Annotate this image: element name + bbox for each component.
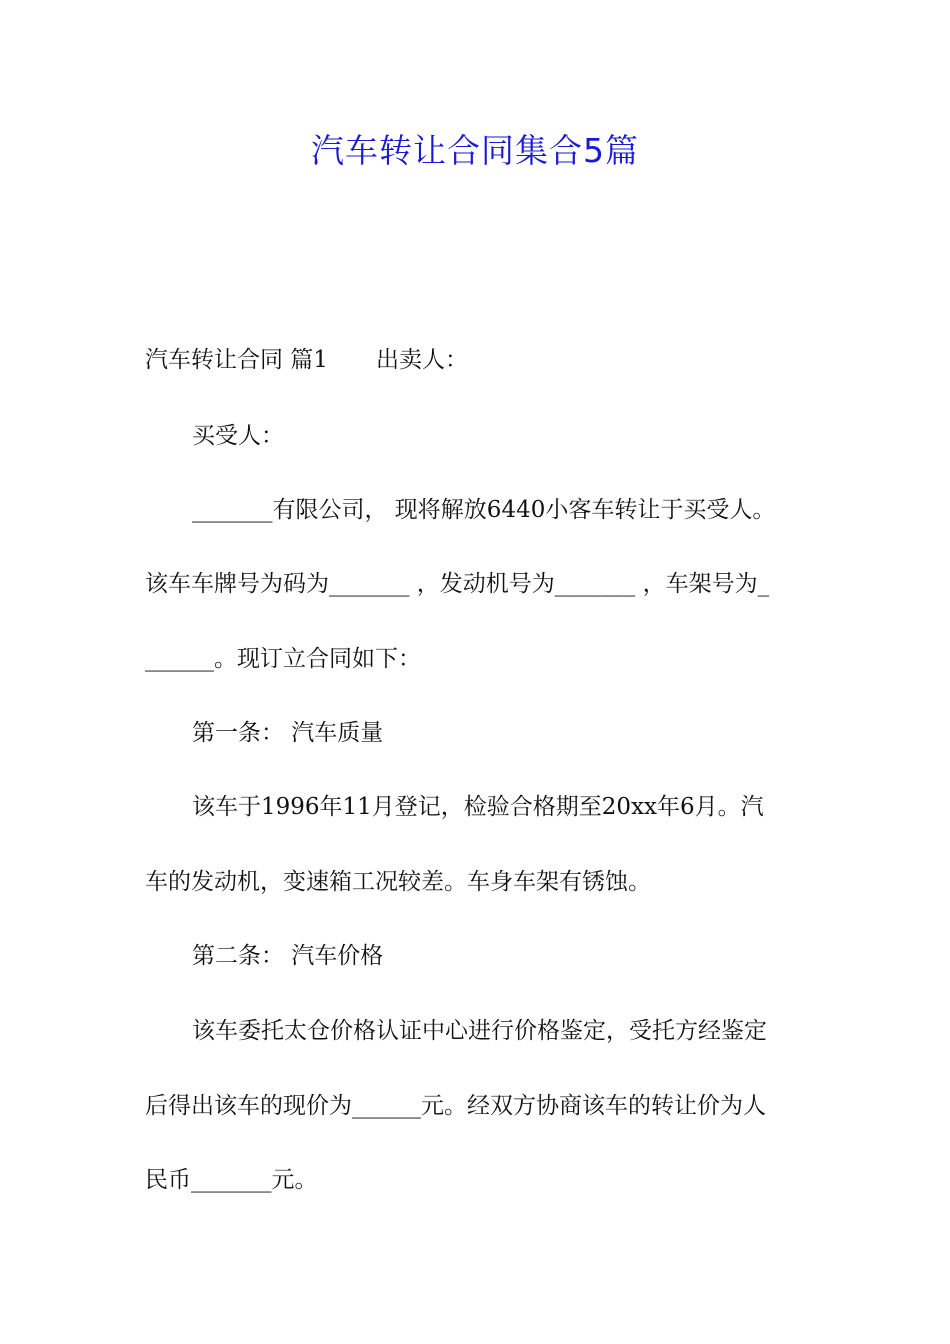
paragraph-line: 后得出该车的现价为______元。经双方协商该车的转让价为人 [145, 1093, 766, 1119]
paragraph-line: ______。现订立合同如下： [145, 646, 421, 672]
seller-label: 出卖人： [375, 347, 468, 373]
contract-heading-line [145, 344, 468, 376]
paragraph-line: 该车车牌号为码为_______ ，发动机号为_______ ，车架号为_ [145, 571, 770, 597]
article-heading: 第二条： 汽车价格 [192, 943, 384, 969]
paragraph-line: 该车委托太仓价格认证中心进行价格鉴定，受托方经鉴定 [192, 1018, 767, 1044]
article-heading: 第一条： 汽车质量 [192, 720, 384, 746]
paragraph-line: 该车于1996年11月登记，检验合格期至20xx年6月。汽 [192, 794, 764, 820]
paragraph-line: 民币_______元。 [145, 1167, 318, 1193]
document-title: 汽车转让合同集合5篇 [311, 131, 639, 170]
contract-section-heading: 汽车转让合同 篇1 [145, 347, 328, 373]
paragraph-line: 车的发动机，变速箱工况较差。车身车架有锈蚀。 [145, 869, 651, 895]
buyer-label: 买受人： [192, 423, 284, 449]
paragraph-line: _______有限公司， 现将解放6440小客车转让于买受人。 [192, 497, 776, 523]
